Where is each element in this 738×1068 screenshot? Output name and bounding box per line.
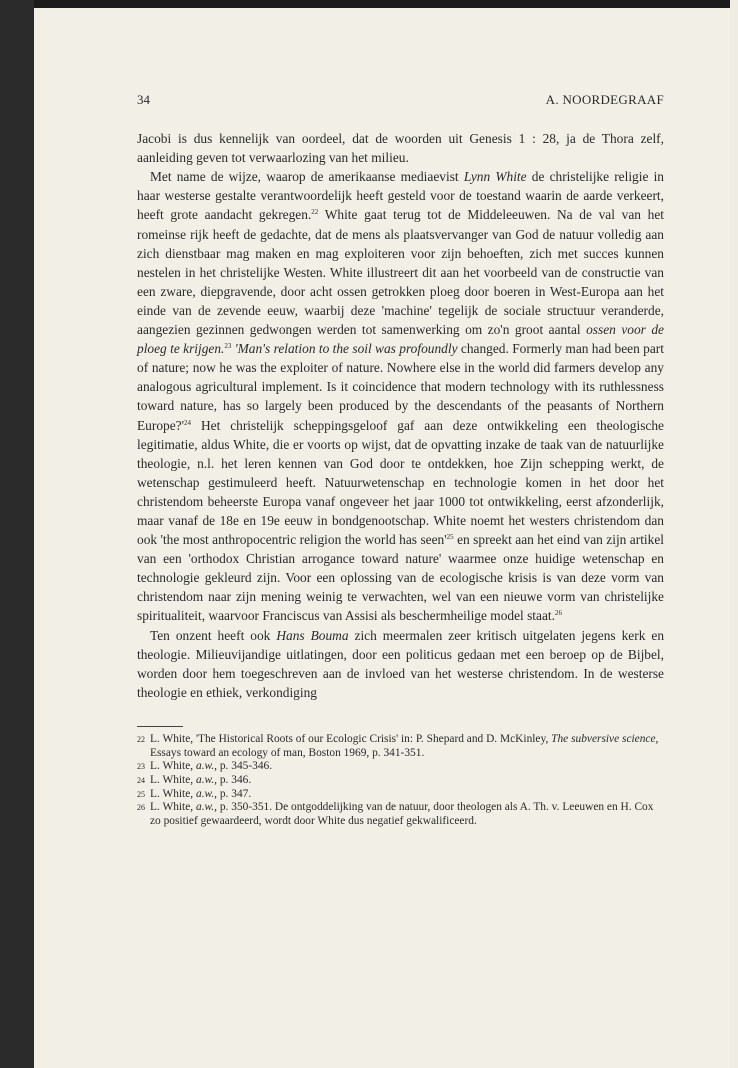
person-name: Hans Bouma [276,627,349,643]
footnote-ref: 26 [555,609,562,618]
scan-edge-right [730,0,738,1068]
paragraph-2 [137,167,664,625]
footnote-number: 25 [137,789,145,799]
italic-quote: 'Man's relation to the soil was profoundly [234,341,458,357]
text-segment: Het christelijk scheppingsgeloof gaf aan deze ontwikkeling een theologische legitimatie, aldus White, die er voorts op wijst, dat de opvatting inzake de taak van de natuurlijke theologie, n.l. het leren kennen van God door te ontdekken, hoe Zijn schepping werkt, de wetenschap gestimuleerd heeft. Natuurwetenschap en technologie komen in het door het christendom beheerste Europa vanaf ongeveer het jaar 1000 tot ontwikkeling, eerst afzonderlijk, maar vanaf de 18e en 19e eeuw in bondgenootschap. White noemt het westers christendom dan ook 'the most anthropocentric religion the world has seen' [137,417,664,548]
italic-quote: ossen voor de ploeg te krijgen. [137,322,664,357]
footnotes [137,733,664,829]
text-segment: zich meermalen zeer kritisch uitgelaten jegens kerk en theologie. Milieuvijandige uitlatingen, door een politicus gedaan met een beroep op de Bijbel, worden door hem toegeschreven aan de invloed van het westerse christendom. In de westerse theologie en ethiek, verkondiging [137,627,665,700]
scan-edge-left [0,0,34,1068]
footnote-title: a.w., [196,774,217,787]
footnote-ref: 22 [311,208,319,217]
footnote-title: a.w., [196,801,217,814]
scan-edge-top [0,0,738,8]
footnote-segment: p. 346. [219,774,252,787]
paragraph-3 [137,626,664,702]
footnote-text [150,774,664,788]
footnote-title: a.w., [196,787,217,800]
footnote [137,760,664,774]
footnote-title: a.w., [196,760,217,773]
page-content [137,90,664,829]
footnote-number: 26 [137,803,145,813]
footnote-segment: L. White, 'The Historical Roots of our Ecologic Crisis' in: P. Shepard and D. McKinley, [150,732,549,745]
footnote-title: The subversive science, [551,732,659,745]
footnote [137,788,664,802]
text-segment: de christelijke religie in haar westerse gestalte verantwoordelijk heeft gesteld voor de toestand waarin de aarde verkeert, heeft grote aandacht gekregen. [137,169,664,223]
footnote-segment: Essays toward an ecology of man, Boston 1969, p. 341-351. [150,746,425,759]
footnote-number: 24 [137,776,145,786]
text-segment: changed. Formerly man had been part of nature; now he was the exploiter of nature. Nowhere else in the world did farmers develop any analogous agricultural implement. Is it coincidence that modern technology with its ruthlessness toward nature, has so largely been produced by the descendants of the peasants of Northern Europe?' [137,341,664,433]
page-number: 34 [137,92,150,107]
footnote-number: 22 [137,734,145,744]
footnote [137,774,664,788]
footnote-text [150,760,664,774]
text-segment: Ten onzent heeft ook [150,627,271,643]
footnote-segment: p. 347. [219,787,252,800]
person-name: Lynn White [463,169,527,185]
footnote-segment: L. White, [150,787,194,800]
text-segment: White gaat terug tot de Middeleeuwen. Na de val van het romeinse rijk heeft de gedachte, dat de mens als plaatsvervanger van God de natuur volledig aan zich dienstbaar mag maken en mag exploiteren voor zijn behoeften, zich met succes kunnen nestelen in het christelijke Westen. White illustreert dit aan het voorbeeld van de constructie van een zware, diepgravende, door acht ossen getrokken ploeg door boeren in West-Europa aan het einde van de zevende eeuw, waarbij deze 'machine' tegelijk de sociale structuur veranderde, aangezien gezinnen gedwongen werden tot samenwerking om zo'n groot aantal [137,207,664,338]
footnote-segment: L. White, [150,801,194,814]
text-segment: en spreekt aan het eind van zijn artikel van een 'orthodox Christian arrogance toward nature' waarmee onze huidige wetenschap en technologie gekleurd zijn. Voor een oplossing van de ecologische krisis is van deze vorm van christendom naar zijn mening weinig te verwachten, wel van een nieuwe vorm van christelijke spiritualiteit, waarvoor Franciscus van Assisi als beschermheilige model staat. [137,532,664,624]
footnote-text [150,788,664,802]
footnote-segment: p. 350-351. De ontgoddelijking van de natuur, door theologen als A. Th. v. Leeuwen en H. Cox zo positief gewaardeerd, wordt door White dus negatief gekwalificeerd. [150,801,654,828]
footnote-text [150,801,664,828]
footnote-ref: 23 [224,342,232,351]
footnote-segment: L. White, [150,774,194,787]
footnote [137,801,664,828]
text-segment: Met name de wijze, waarop de amerikaanse mediaevist [150,169,459,185]
footnote-segment: p. 345-346. [219,760,273,773]
footnote [137,733,664,760]
running-header [137,90,664,109]
footnote-divider [137,726,183,727]
footnote-ref: 25 [446,533,454,542]
footnote-text [150,733,664,760]
paragraph-1: Jacobi is dus kennelijk van oordeel, dat de woorden uit Genesis 1 : 28, ja de Thora zelf, aanleiding geven tot verwaarlozing van het milieu. [137,131,664,166]
footnote-segment: L. White, [150,760,194,773]
running-author: A. NOORDEGRAAF [545,92,664,107]
footnote-number: 23 [137,762,145,772]
footnote-ref: 24 [184,418,192,427]
